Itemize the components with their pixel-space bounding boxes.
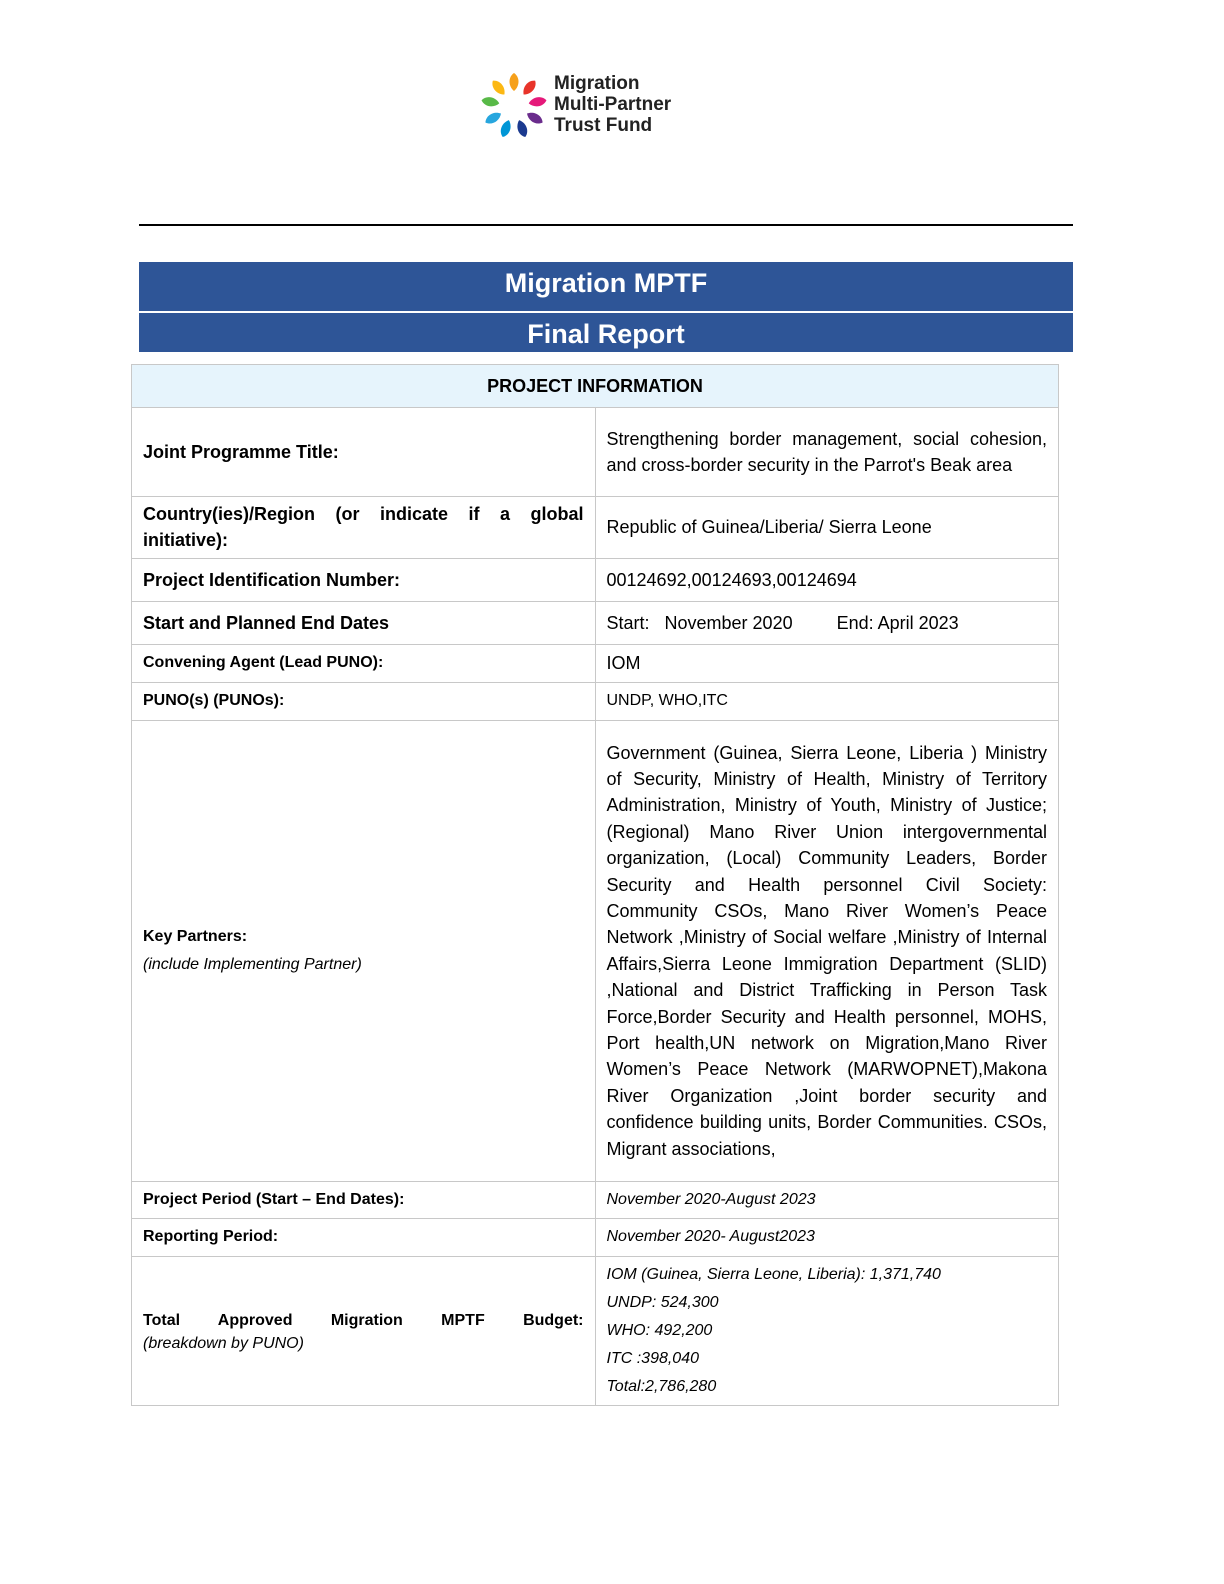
table-row (132, 408, 1059, 497)
budget-value (595, 1256, 1059, 1405)
row-label: PUNO(s) (PUNOs): (132, 682, 596, 720)
horizontal-rule (139, 224, 1073, 226)
project-id-value: 00124692,00124693,00124694 (595, 558, 1059, 601)
report-title-banner: Migration MPTF (139, 262, 1073, 311)
logo-petal (481, 96, 500, 108)
logo-petal (528, 96, 547, 108)
table-row (132, 1181, 1059, 1218)
logo-petal (498, 119, 513, 139)
table-row (132, 601, 1059, 644)
table-row (132, 720, 1059, 1181)
logo-line-2: Multi-Partner (554, 94, 672, 115)
country-value: Republic of Guinea/Liberia/ Sierra Leone (595, 497, 1059, 559)
budget-sublabel: (breakdown by PUNO) (143, 1335, 304, 1353)
budget-line: UNDP: 524,300 (606, 1293, 719, 1311)
row-label (132, 720, 596, 1181)
migration-mptf-logo-icon (478, 70, 550, 142)
convening-agent-value: IOM (595, 644, 1059, 682)
budget-line: IOM (Guinea, Sierra Leone, Liberia): 1,371,740 (606, 1265, 941, 1283)
row-label: Joint Programme Title: (132, 408, 596, 497)
punos-value: UNDP, WHO,ITC (595, 682, 1059, 720)
logo-petal (489, 78, 507, 98)
table-header: PROJECT INFORMATION (132, 365, 1059, 408)
budget-line: WHO: 492,200 (606, 1321, 713, 1339)
logo-petal (483, 110, 503, 127)
table-row (132, 1256, 1059, 1405)
row-label: Convening Agent (Lead PUNO): (132, 644, 596, 682)
table-row (132, 1218, 1059, 1256)
project-information-table (131, 364, 1059, 1406)
table-row (132, 644, 1059, 682)
logo-text (554, 73, 671, 136)
logo-petal (520, 78, 538, 98)
end-date: End: April 2023 (836, 612, 959, 633)
row-label: Reporting Period: (132, 1218, 596, 1256)
budget-line: ITC :398,040 (606, 1349, 699, 1367)
key-partners-label: Key Partners: (143, 928, 248, 946)
key-partners-value: Government (Guinea, Sierra Leone, Liberia ) Ministry of Security, Ministry of Health, Ministry of Territory Administration, Ministry of Youth, Ministry of Justice; (Regional) Mano River Union intergovernmental organization, (Local) Community Leaders, Border Security and Health personnel Civil Society: Community CSOs, Mano River Women’s Peace Network ,Ministry of Social welfare ,Ministry of Internal Affairs,Sierra Leone Immigration Department (SLID) ,National and District Trafficking in Person Task Force,Border Security and Health personnel, MOHS, Port health,UN network on Migration,Mano River Women’s Peace Network (MARWOPNET),Makona River Organization ,Joint border security and confidence building units, Border Communities. CSOs, Migrant associations, (595, 720, 1059, 1181)
table-header-row (132, 365, 1059, 408)
logo-line-1: Migration (554, 73, 640, 94)
row-label: Country(ies)/Region (or indicate if a global initiative): (132, 497, 596, 559)
table-row (132, 558, 1059, 601)
logo-petal (515, 119, 530, 139)
logo-petal (525, 110, 545, 127)
table-row (132, 682, 1059, 720)
row-label (132, 1256, 596, 1405)
budget-label: Total Approved Migration MPTF Budget: (143, 1311, 584, 1329)
dates-value (595, 601, 1059, 644)
budget-line: Total:2,786,280 (606, 1377, 717, 1395)
key-partners-sublabel: (include Implementing Partner) (143, 955, 362, 973)
programme-title-value: Strengthening border management, social cohesion, and cross-border security in the Parrot's Beak area (595, 408, 1059, 497)
row-label: Start and Planned End Dates (132, 601, 596, 644)
logo-line-3: Trust Fund (554, 115, 653, 136)
table-row (132, 497, 1059, 559)
project-period-value: November 2020-August 2023 (595, 1181, 1059, 1218)
logo-petal (510, 73, 519, 91)
start-date: Start: November 2020 (606, 612, 793, 633)
logo (478, 70, 678, 142)
row-label: Project Identification Number: (132, 558, 596, 601)
row-label: Project Period (Start – End Dates): (132, 1181, 596, 1218)
reporting-period-value: November 2020- August2023 (595, 1218, 1059, 1256)
report-subtitle-banner: Final Report (139, 313, 1073, 352)
